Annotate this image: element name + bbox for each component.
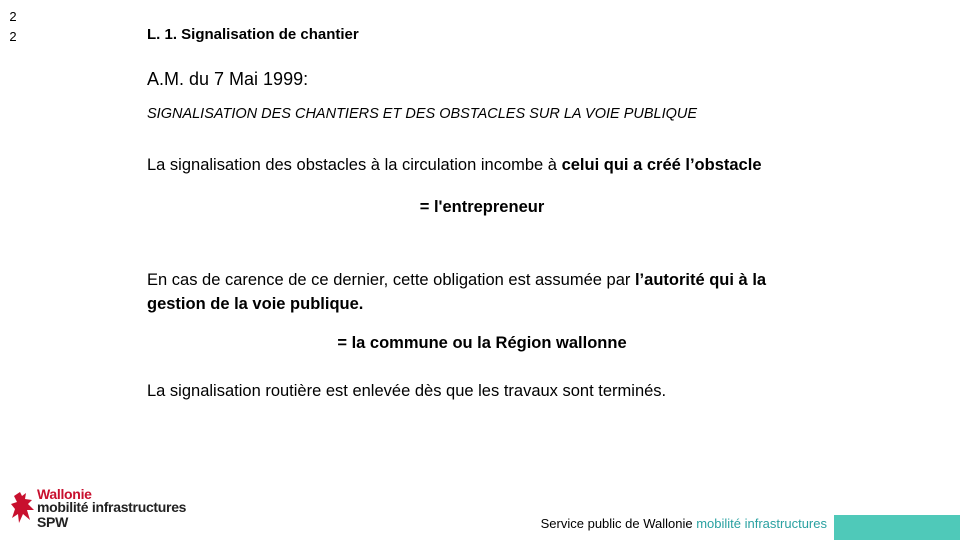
slide-number-line: 2 [9, 9, 17, 24]
paragraph-carence-bold: l’autorité qui à la gestion de la voie publique. [147, 271, 767, 313]
paragraph-carence [147, 268, 827, 316]
footer-caption [541, 516, 827, 531]
spw-logo [10, 486, 190, 534]
paragraph-obligation-bold: celui qui a créé l’obstacle [561, 156, 762, 174]
logo-mobilite: mobilité infrastructures [37, 499, 187, 515]
paragraph-carence-text: En cas de carence de ce dernier, cette obligation est assumée par [147, 271, 635, 289]
equals-entrepreneur: = l'entrepreneur [419, 198, 545, 216]
wallonia-rooster-icon [10, 490, 36, 526]
logo-spw: SPW [37, 514, 68, 530]
logo-wallonie: Wallonie [37, 486, 92, 502]
slide-number-line: 2 [9, 29, 17, 44]
equals-commune: = la commune ou la Région wallonne [337, 334, 627, 352]
section-title: L. 1. Signalisation de chantier [147, 26, 359, 43]
footer-color-bar [834, 515, 960, 540]
paragraph-obligation [147, 156, 827, 175]
paragraph-obligation-text: La signalisation des obstacles à la circulation incombe à [147, 156, 562, 174]
paragraph-removal: La signalisation routière est enlevée dès que les travaux sont terminés. [147, 382, 667, 400]
footer-caption-accent: mobilité infrastructures [696, 516, 827, 531]
footer-caption-text: Service public de Wallonie [540, 516, 697, 531]
slide-number [6, 7, 20, 47]
decree-subtitle: SIGNALISATION DES CHANTIERS ET DES OBSTACLES SUR LA VOIE PUBLIQUE [147, 106, 698, 122]
decree-title: A.M. du 7 Mai 1999: [147, 69, 309, 89]
